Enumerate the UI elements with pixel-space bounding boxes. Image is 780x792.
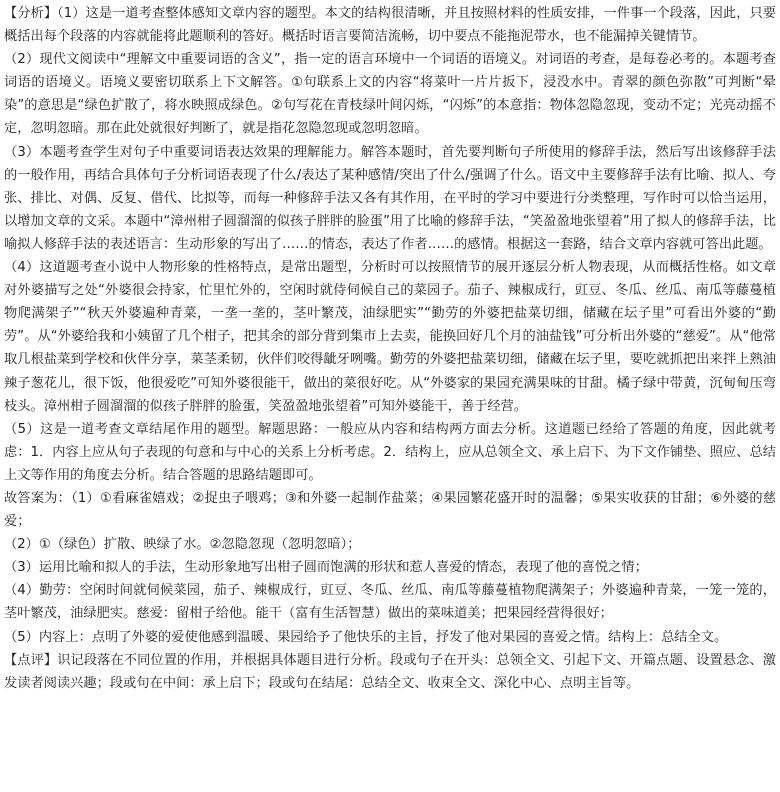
answer-question-5: （5）内容上：点明了外婆的爱使他感到温暖、果园给予了他快乐的主旨，抒发了他对果园的喜爱之情。结构上：总结全文。 (4, 629, 728, 645)
answer-question-4: （4）勤劳：空闲时间就伺候菜园，茄子、辣椒成行，豇豆、冬瓜、丝瓜、南瓜等藤蔓植物爬满架子；外婆遍种青菜，一笼一笼的，茎叶繁茂，油绿肥实。慈爱：留柑子给他。能干（富有生活智慧）做出的菜味道美；把果园经营得很好； (4, 583, 776, 622)
analysis-intro-paragraph: 【分析】（1）这是一道考查整体感知文章内容的题型。本文的结构很清晰，并且按照材料的性质安排，一件事一个段落，因此，只要概括出每个段落的内容就能将此题顺利的答好。概括时语言要简洁流畅，切中要点不能拖泥带水，也不能漏掉关键情节。 (4, 6, 776, 45)
answer-question-2: （2）①（绿色）扩散、映绿了水。②忽隐忽现（忽明忽暗）； (4, 537, 361, 553)
answer-question-3: （3）运用比喻和拟人的手法，生动形象地写出柑子圆而饱满的形状和惹人喜爱的情态，表现了他的喜悦之情； (4, 560, 648, 576)
answer-question-1: 故答案为：（1）①看麻雀嬉戏；②捉虫子喂鸡；③和外婆一起制作盐菜；④果园繁花盛开时的温馨；⑤果实收获的甘甜；⑥外婆的慈爱； (4, 490, 776, 530)
comment-paragraph: 【点评】识记段落在不同位置的作用，并根据具体题目进行分析。段或句子在开头：总领全文、引起下文、开篇点题、设置悬念、激发读者阅读兴趣；段或句在中间：承上启下；段或句在结尾：总结全文、收束全文、深化中心、点明主旨等。 (4, 652, 776, 691)
analysis-question-3-paragraph: （3）本题考查学生对句子中重要词语表达效果的理解能力。解答本题时，首先要判断句子所使用的修辞手法，然后写出该修辞手法的一般作用，再结合具体句子分析词语表现了什么/表达了某种感情/突出了什么/强调了什么。语文中主要修辞手法有比喻、拟人、夸张、排比、对偶、反复、借代、比拟等，而每一种修辞手法又各有其作用，在平时的学习中要进行分类整理，写作时可以恰当运用，以增加文章的文采。本题中“漳州柑子圆溜溜的似孩子胖胖的脸蛋”用了比喻的修辞手法，“笑盈盈地张望着”用了拟人的修辞手法，比喻拟人修辞手法的表述语言：生动形象的写出了……的情态，表达了作者……的感情。根据这一套路，结合文章内容就可答出此题。 (4, 144, 776, 252)
analysis-question-2-paragraph: （2）现代文阅读中“理解文中重要词语的含义”，指一定的语言环境中一个词语的语境义。对词语的考查，是每卷必考的。本题考查词语的语境义。语境义要密切联系上下文解答。①句联系上文的内容“将菜叶一片片扳下，浸没水中。青翠的颜色弥散”可判断“晕染”的意思是“绿色扩散了，将水映照成绿色。②句写花在青枝绿叶间闪烁，“闪烁”的本意指：物体忽隐忽现，变动不定；光亮动摇不定，忽明忽暗。那在此处就很好判断了，就是指花忽隐忽现或忽明忽暗。 (4, 52, 776, 137)
analysis-question-4-paragraph: （4）这道题考查小说中人物形象的性格特点，是常出题型，分析时可以按照情节的展开逐层分析人物表现，从而概括性格。如文章对外婆描写之处“外婆很会持家，忙里忙外的，空闲时就侍伺候自己的菜园子。茄子、辣椒成行，豇豆、冬瓜、丝瓜、南瓜等藤蔓植物爬满架子”“秋天外婆遍种青菜，一垄一垄的，茎叶繁茂，油绿肥实”“勤劳的外婆把盐菜切细，储藏在坛子里”可看出外婆的“勤劳”。从“外婆给我和小姨留了几个柑子，把其余的部分背到集市上去卖，能换回好几个月的油盐钱”可分析出外婆的“慈爱”。从“他常取几根盐菜到学校和伙伴分享，菜茎柔韧，伙伴们咬得龇牙咧嘴。勤劳的外婆把盐菜切细，储藏在坛子里，要吃就抓把出来拌上熟油辣子葱花儿，很下饭，他很爱吃”可知外婆很能干，做出的菜很好吃。从“外婆家的果园充满果味的甘甜。橘子绿中带黄，沉甸甸压弯枝头。漳州柑子圆溜溜的似孩子胖胖的脸蛋，笑盈盈地张望着”可知外婆能干，善于经营。 (4, 260, 776, 414)
analysis-question-5-paragraph: （5）这是一道考查文章结尾作用的题型。解题思路：一般应从内容和结构两方面去分析。这道题已经给了答题的角度，因此就考虑：1．内容上应从句子表现的句意和与中心的关系上分析考虑。2．结构上，应从总领全文、承上启下、为下文作铺垫、照应、总结上文等作用的角度去分析。结合答题的思路结题即可。 (4, 421, 776, 483)
